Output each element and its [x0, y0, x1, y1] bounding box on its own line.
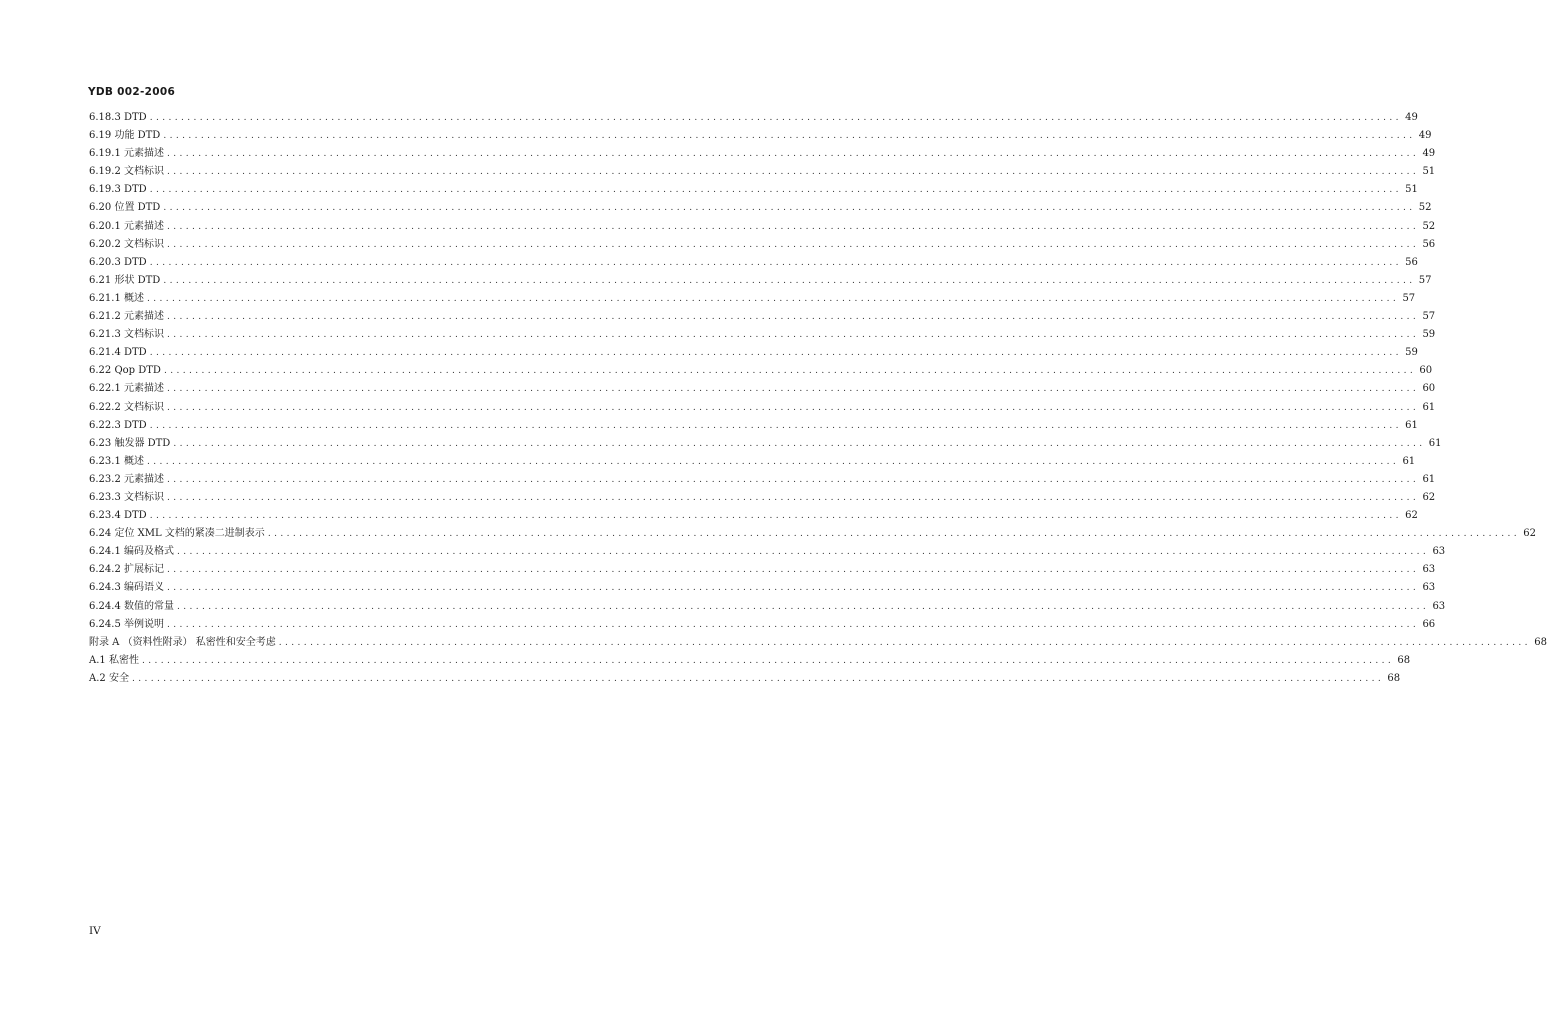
toc-dot-leader: ........................................................................................................................................................................................................	[167, 474, 1420, 485]
toc-entry	[89, 579, 1436, 597]
page-number: IV	[89, 925, 101, 937]
toc-entry-label: 6.23.4 DTD	[89, 510, 147, 522]
toc-dot-leader: ........................................................................................................................................................................................................	[147, 293, 1400, 304]
toc-entry	[89, 507, 1418, 525]
toc-entry-label: A.1 私密性	[89, 654, 139, 666]
toc-entry-label: 6.24 定位 XML 文档的紧凑二进制表示	[89, 528, 265, 540]
toc-entry	[89, 236, 1436, 254]
toc-dot-leader: ........................................................................................................................................................................................................	[149, 113, 1402, 123]
toc-entry-page: 51	[1422, 166, 1436, 178]
toc-entry-page: 63	[1422, 564, 1436, 576]
toc-entry	[89, 525, 1536, 543]
toc-dot-leader: ........................................................................................................................................................................................................	[163, 131, 1416, 142]
toc-dot-leader: ........................................................................................................................................................................................................	[167, 167, 1420, 178]
toc-entry	[89, 471, 1436, 489]
toc-entry-label: 6.22 Qop DTD	[89, 365, 161, 377]
toc-dot-leader: ........................................................................................................................................................................................................	[149, 420, 1402, 431]
document-code: YDB 002-2006	[88, 86, 176, 98]
toc-entry-page: 63	[1432, 600, 1446, 612]
toc-dot-leader: ........................................................................................................................................................................................................	[167, 619, 1420, 630]
toc-entry-label: 6.19.3 DTD	[89, 184, 147, 196]
toc-entry-label: 6.23.3 文档标识	[89, 491, 164, 503]
toc-entry	[89, 145, 1436, 163]
toc-entry	[89, 163, 1436, 181]
toc-dot-leader: ........................................................................................................................................................................................................	[149, 348, 1402, 359]
toc-entry	[89, 254, 1418, 272]
toc-entry-page: 57	[1422, 311, 1436, 323]
toc-entry	[89, 127, 1432, 145]
toc-entry-label: 6.18.3 DTD	[89, 112, 147, 123]
toc-dot-leader: ........................................................................................................................................................................................................	[173, 438, 1426, 449]
toc-entry-label: 6.23.2 元素描述	[89, 473, 164, 485]
toc-entry	[89, 489, 1436, 507]
toc-entry-page: 61	[1422, 473, 1436, 485]
toc-entry-label: 6.20.2 文档标识	[89, 238, 164, 250]
toc-entry	[89, 561, 1436, 579]
toc-entry-page: 49	[1405, 112, 1418, 123]
toc-dot-leader: ........................................................................................................................................................................................................	[149, 511, 1402, 522]
toc-dot-leader: ........................................................................................................................................................................................................	[177, 601, 1430, 612]
toc-dot-leader: ........................................................................................................................................................................................................	[167, 583, 1420, 594]
toc-entry-page: 49	[1422, 148, 1436, 160]
toc-entry	[89, 272, 1432, 290]
toc-entry	[89, 453, 1416, 471]
toc-dot-leader: ........................................................................................................................................................................................................	[278, 637, 1531, 648]
toc-dot-leader: ........................................................................................................................................................................................................	[131, 673, 1385, 684]
toc-entry-page: 56	[1422, 238, 1436, 250]
toc-entry-page: 52	[1418, 202, 1432, 214]
toc-entry-label: 6.24.2 扩展标记	[89, 564, 164, 576]
toc-entry	[89, 652, 1411, 670]
toc-entry	[89, 181, 1418, 199]
toc-entry-label: 6.24.1 编码及格式	[89, 546, 174, 558]
toc-entry-page: 62	[1523, 528, 1536, 540]
toc-entry-label: 6.19.2 文档标识	[89, 166, 164, 178]
toc-entry-page: 59	[1422, 329, 1436, 341]
toc-entry-page: 60	[1419, 365, 1433, 377]
toc-entry	[89, 308, 1436, 326]
toc-entry-label: 6.21.1 概述	[89, 292, 144, 304]
toc-dot-leader: ........................................................................................................................................................................................................	[167, 149, 1420, 160]
toc-dot-leader: ........................................................................................................................................................................................................	[167, 402, 1420, 413]
toc-dot-leader: ........................................................................................................................................................................................................	[167, 565, 1420, 576]
toc-entry-page: 61	[1422, 401, 1436, 413]
toc-entry	[89, 199, 1432, 217]
toc-entry	[89, 380, 1436, 398]
toc-entry-page: 61	[1405, 419, 1418, 431]
toc-entry	[89, 326, 1436, 344]
toc-entry-page: 63	[1422, 582, 1436, 594]
toc-entry-page: 63	[1432, 546, 1446, 558]
toc-entry-label: 6.21.3 文档标识	[89, 329, 164, 341]
toc-dot-leader: ........................................................................................................................................................................................................	[167, 330, 1420, 341]
toc-entry-page: 62	[1405, 510, 1418, 522]
toc-entry-label: 6.20 位置 DTD	[89, 202, 161, 214]
toc-entry-label: 附录 A （资料性附录） 私密性和安全考虑	[89, 636, 276, 648]
toc-entry-label: 6.21 形状 DTD	[89, 274, 161, 286]
toc-entry-page: 51	[1405, 184, 1418, 196]
toc-entry-label: 6.22.2 文档标识	[89, 401, 164, 413]
toc-dot-leader: ........................................................................................................................................................................................................	[177, 547, 1430, 558]
toc-entry-label: 6.20.3 DTD	[89, 256, 147, 268]
toc-entry-label: A.2 安全	[89, 672, 129, 684]
toc-entry-label: 6.23 触发器 DTD	[89, 437, 171, 449]
toc-entry	[89, 598, 1446, 616]
toc-entry	[89, 670, 1401, 688]
toc-dot-leader: ........................................................................................................................................................................................................	[149, 257, 1402, 268]
toc-dot-leader: ........................................................................................................................................................................................................	[163, 275, 1416, 286]
toc-entry	[89, 362, 1433, 380]
toc-dot-leader: ........................................................................................................................................................................................................	[167, 312, 1420, 323]
toc-entry	[89, 417, 1418, 435]
toc-entry-label: 6.24.4 数值的常量	[89, 600, 174, 612]
toc-dot-leader: ........................................................................................................................................................................................................	[167, 221, 1420, 232]
toc-entry-label: 6.24.5 举例说明	[89, 618, 164, 630]
toc-entry	[89, 399, 1436, 417]
toc-entry-page: 52	[1422, 220, 1436, 232]
toc-entry	[89, 218, 1436, 236]
toc-entry-page: 68	[1534, 636, 1547, 648]
toc-dot-leader: ........................................................................................................................................................................................................	[167, 384, 1420, 395]
toc-dot-leader: ........................................................................................................................................................................................................	[163, 366, 1417, 377]
toc-entry-page: 68	[1387, 672, 1401, 684]
toc-dot-leader: ........................................................................................................................................................................................................	[267, 529, 1520, 540]
toc-dot-leader: ........................................................................................................................................................................................................	[141, 655, 1395, 666]
toc-entry-label: 6.21.4 DTD	[89, 347, 147, 359]
toc-dot-leader: ........................................................................................................................................................................................................	[149, 185, 1402, 196]
toc-dot-leader: ........................................................................................................................................................................................................	[167, 492, 1420, 503]
toc-entry-label: 6.19 功能 DTD	[89, 130, 161, 142]
toc-entry-page: 49	[1418, 130, 1432, 142]
toc-entry-label: 6.19.1 元素描述	[89, 148, 164, 160]
toc-entry-label: 6.22.1 元素描述	[89, 383, 164, 395]
toc-entry-page: 61	[1428, 437, 1442, 449]
toc-entry	[89, 543, 1446, 561]
toc-entry	[89, 616, 1436, 634]
toc-entry-page: 60	[1422, 383, 1436, 395]
toc-entry-label: 6.23.1 概述	[89, 455, 144, 467]
toc-entry-label: 6.22.3 DTD	[89, 419, 147, 431]
toc-entry	[89, 435, 1442, 453]
toc-entry	[89, 344, 1418, 362]
toc-entry-page: 62	[1422, 491, 1436, 503]
toc-dot-leader: ........................................................................................................................................................................................................	[147, 456, 1400, 467]
toc-entry-label: 6.21.2 元素描述	[89, 311, 164, 323]
toc-entry-page: 57	[1418, 274, 1432, 286]
toc-dot-leader: ........................................................................................................................................................................................................	[167, 239, 1420, 250]
toc-entry-page: 66	[1422, 618, 1436, 630]
toc-entry-page: 56	[1405, 256, 1418, 268]
toc-entry-page: 68	[1397, 654, 1411, 666]
toc-dot-leader: ........................................................................................................................................................................................................	[163, 203, 1416, 214]
toc-entry	[89, 634, 1547, 652]
table-of-contents	[89, 109, 1547, 688]
toc-entry-page: 61	[1402, 455, 1416, 467]
toc-entry-page: 59	[1405, 347, 1418, 359]
toc-entry-label: 6.24.3 编码语义	[89, 582, 164, 594]
toc-entry-label: 6.20.1 元素描述	[89, 220, 164, 232]
toc-entry	[89, 290, 1416, 308]
toc-entry-page: 57	[1402, 292, 1416, 304]
toc-entry	[89, 109, 1418, 127]
